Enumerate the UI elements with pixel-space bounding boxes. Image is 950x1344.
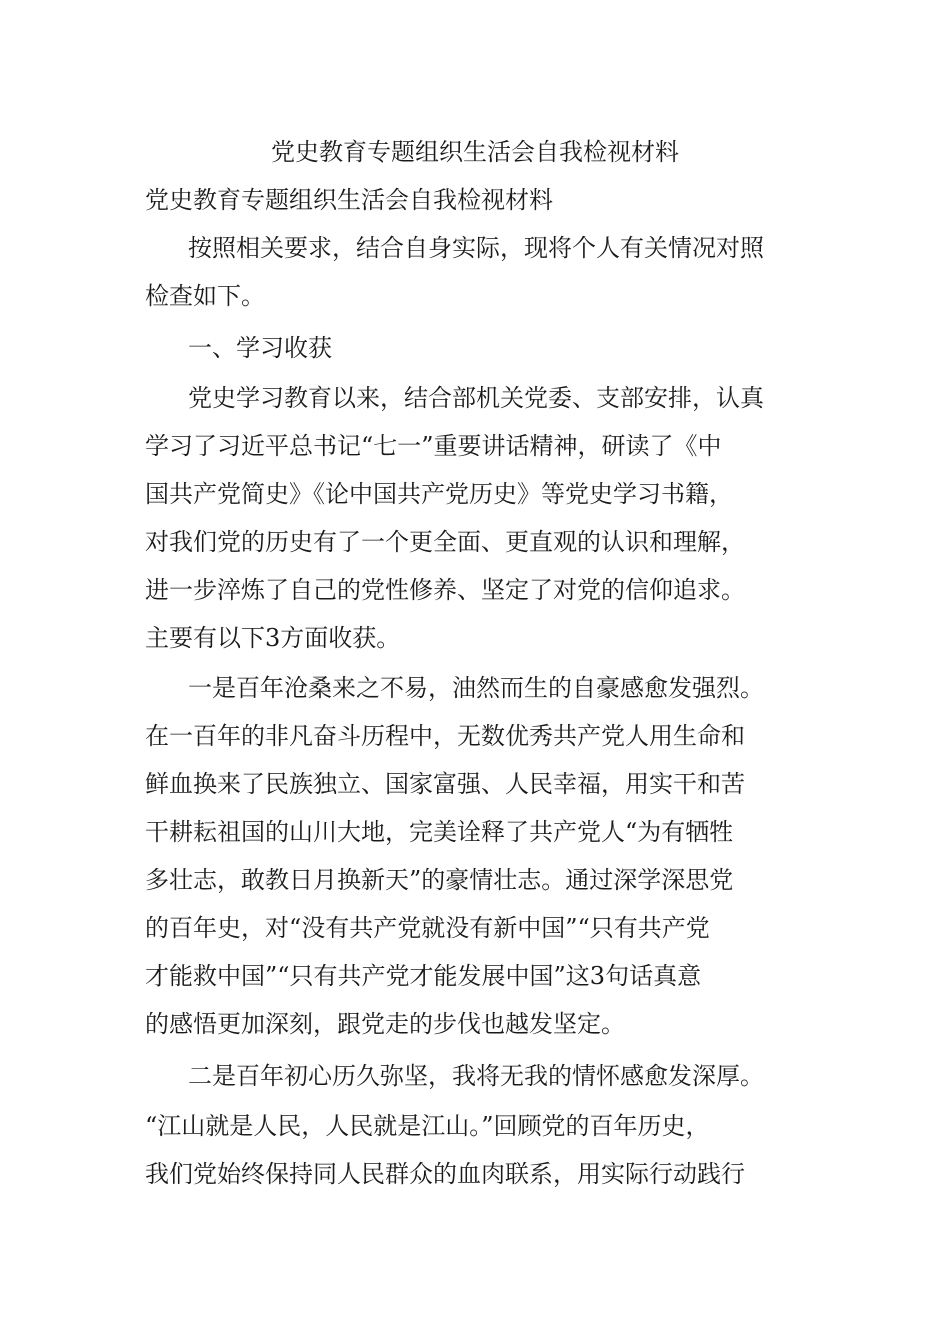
- paragraph-line: 进一步淬炼了自己的党性修养、坚定了对党的信仰追求。: [145, 576, 745, 604]
- paragraph-line: 学习了习近平总书记“七一”重要讲话精神，研读了《中: [145, 432, 722, 460]
- paragraph-line: 一是百年沧桑来之不易，油然而生的自豪感愈发强烈。: [188, 674, 764, 702]
- paragraph-line: 鲜血换来了民族独立、国家富强、人民幸福，用实干和苦: [145, 770, 745, 798]
- paragraph-line: 多壮志，敢教日月换新天”的豪情壮志。通过深学深思党: [145, 866, 734, 894]
- paragraph-line: 的百年史，对“没有共产党就没有新中国”“只有共产党: [145, 914, 710, 942]
- document-title: 党史教育专题组织生活会自我检视材料: [271, 138, 679, 166]
- paragraph-line: 国共产党简史》《论中国共产党历史》等党史学习书籍，: [145, 480, 733, 508]
- paragraph-line: 才能救中国”“只有共产党才能发展中国”这3句话真意: [145, 962, 702, 990]
- paragraph-line: 党史学习教育以来，结合部机关党委、支部安排，认真: [188, 384, 764, 412]
- paragraph-line: 我们党始终保持同人民群众的血肉联系，用实际行动践行: [145, 1160, 745, 1188]
- subtitle-line: 党史教育专题组织生活会自我检视材料: [145, 186, 553, 214]
- paragraph-line: 检查如下。: [145, 282, 265, 310]
- paragraph-line: “江山就是人民，人民就是江山。”回顾党的百年历史，: [145, 1112, 710, 1140]
- paragraph-line: 按照相关要求，结合自身实际，现将个人有关情况对照: [188, 234, 764, 262]
- paragraph-line: 对我们党的历史有了一个更全面、更直观的认识和理解，: [145, 528, 745, 556]
- paragraph-line: 主要有以下3方面收获。: [145, 624, 401, 652]
- paragraph-line: 在一百年的非凡奋斗历程中，无数优秀共产党人用生命和: [145, 722, 745, 750]
- paragraph-line: 的感悟更加深刻，跟党走的步伐也越发坚定。: [145, 1010, 625, 1038]
- paragraph-line: 二是百年初心历久弥坚，我将无我的情怀感愈发深厚。: [188, 1062, 764, 1090]
- paragraph-line: 干耕耘祖国的山川大地，完美诠释了共产党人“为有牺牲: [145, 818, 734, 846]
- section-heading: 一、学习收获: [188, 334, 332, 362]
